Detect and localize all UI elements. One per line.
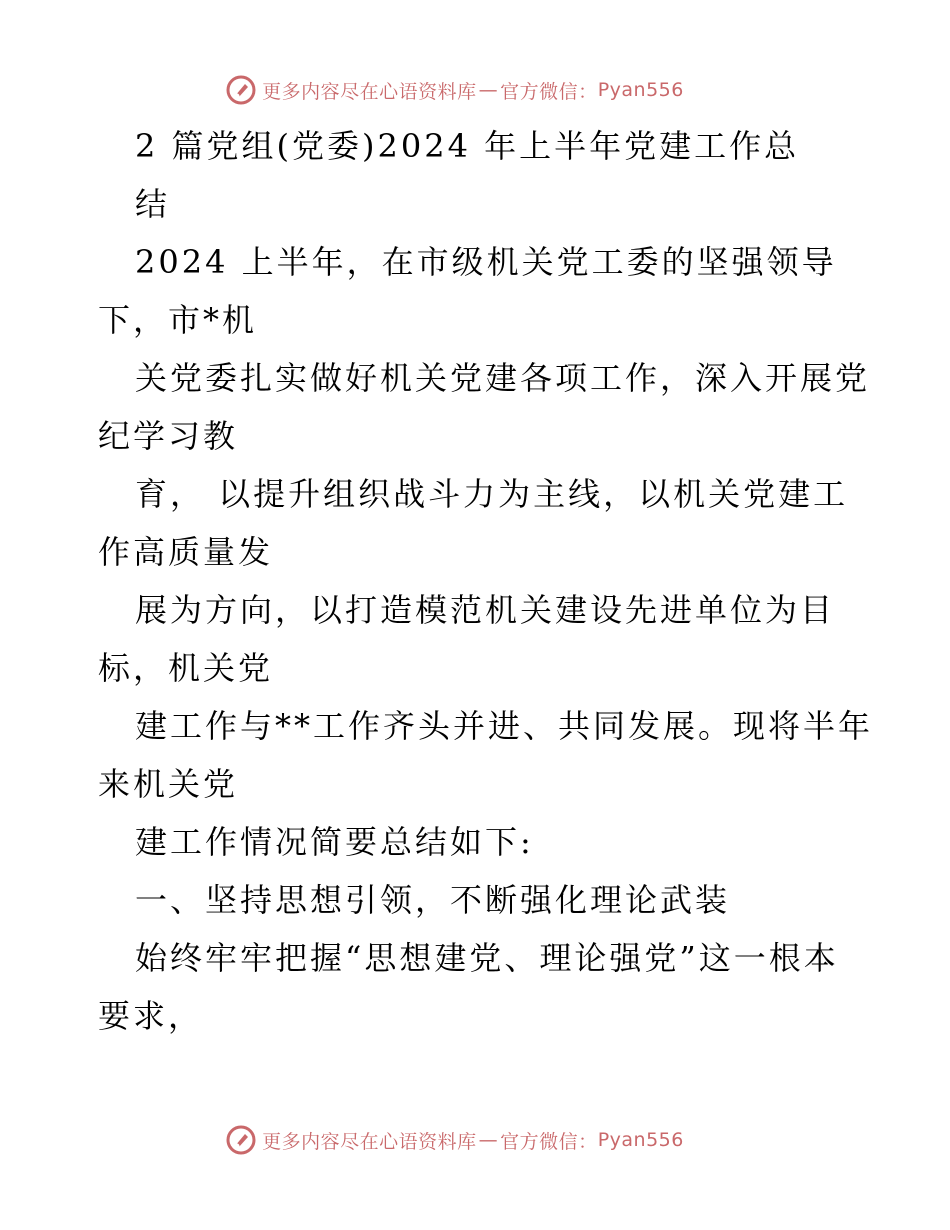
title-line-1: 2 篇党组(党委)2024 年上半年党建工作总 <box>135 127 800 165</box>
watermark-wechat-id: Pyan556 <box>597 1129 684 1151</box>
watermark-text: 更多内容尽在心语资料库 <box>262 1130 477 1153</box>
watermark-separator: — <box>478 1129 499 1151</box>
watermark-wechat-id: Pyan556 <box>597 79 684 101</box>
paragraph-line: 展为方向，以打造模范机关建设先进单位为目 <box>135 591 836 629</box>
watermark-wechat-label: 官方微信： <box>500 1130 598 1153</box>
watermark-wechat-label: 官方微信： <box>500 80 598 103</box>
paragraph-line: 始终牢牢把握“思想建党、理论强党”这一根本 <box>135 939 839 977</box>
section-heading: 一、坚持思想引领，不断强化理论武装 <box>135 881 731 919</box>
watermark-text: 更多内容尽在心语资料库 <box>262 80 477 103</box>
paragraph-line: 要求， <box>98 997 204 1035</box>
paragraph-line: 2024 上半年，在市级机关党工委的坚强领导 <box>135 243 837 281</box>
paragraph-line: 标，机关党 <box>98 649 274 687</box>
paragraph-line: 关党委扎实做好机关党建各项工作，深入开展党 <box>135 359 871 397</box>
paragraph-line: 下，市*机 <box>98 301 258 339</box>
paragraph-line: 育， 以提升组织战斗力为主线，以机关党建工 <box>135 475 849 513</box>
header-watermark <box>0 70 950 110</box>
paragraph-line: 来机关党 <box>98 765 239 803</box>
watermark-separator: — <box>478 79 499 101</box>
paragraph-line: 作高质量发 <box>98 533 274 571</box>
pen-nib-logo-icon <box>226 75 256 105</box>
paragraph-line: 纪学习教 <box>98 417 239 455</box>
pen-nib-logo-icon <box>226 1125 256 1155</box>
paragraph-line: 建工作情况简要总结如下: <box>135 823 534 861</box>
title-line-2: 结 <box>135 185 171 223</box>
footer-watermark <box>0 1120 950 1160</box>
paragraph-line: 建工作与**工作齐头并进、共同发展。现将半年 <box>135 707 874 745</box>
